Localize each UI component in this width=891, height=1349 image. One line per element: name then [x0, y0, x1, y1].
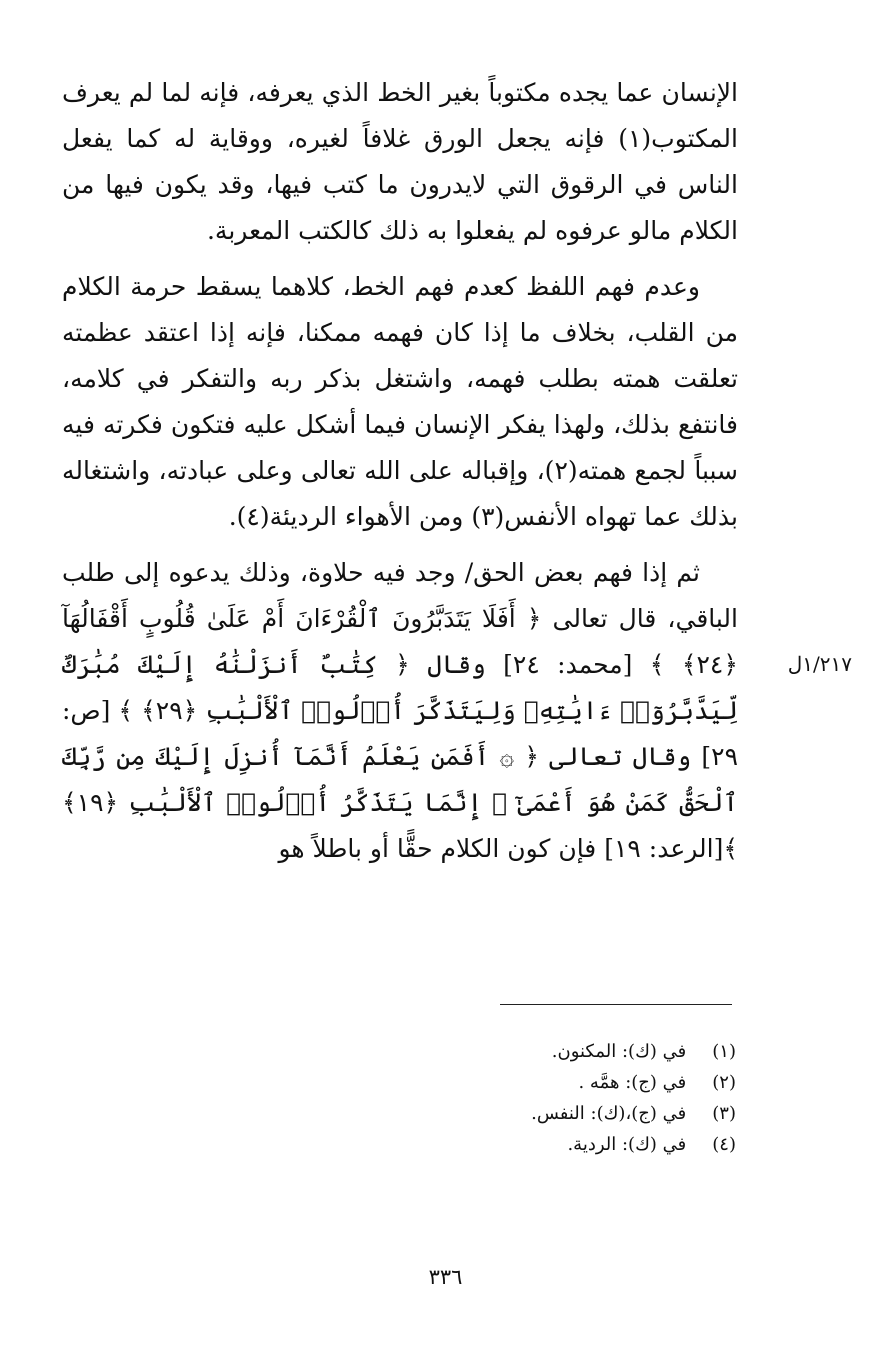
manuscript-folio-note: ١/٢١٧ل: [787, 652, 852, 676]
paragraph-3: ثم إذا فهم بعض الحق/ وجد فيه حلاوة، وذلك يدعوه إلى طلب الباقي، قال تعالى ﴿ أَفَلَا يَتَدَبَّرُونَ ٱلْقُرْءَانَ أَمْ عَلَىٰ قُلُوبٍ أَقْفَالُهَآ ﴿٢٤﴾ ﴾ [محمد: ٢٤] وقال ﴿ كِتَٰبٌ أَنزَلْنَٰهُ إِلَيْكَ مُبَٰرَكٌ لِّيَدَّبَّرُوٓا۟ ءَايَٰتِهِۦ وَلِيَتَذَكَّرَ أُو۟لُوا۟ ٱلْأَلْبَٰبِ ﴿٢٩﴾ ﴾ [ص: ٢٩] وقال تعالى ﴿ ۞ أَفَمَن يَعْلَمُ أَنَّمَآ أُنزِلَ إِلَيْكَ مِن رَّبِّكَ ٱلْحَقُّ كَمَنْ هُوَ أَعْمَىٰٓ ۚ إِنَّمَا يَتَذَكَّرُ أُو۟لُوا۟ ٱلْأَلْبَٰبِ ﴿١٩﴾ ﴾[الرعد: ١٩] فإن كون الكلام حقًّا أو باطلاً هو: [62, 558, 738, 863]
footnote-text: في (ك): المكنون.: [551, 1041, 687, 1062]
footnote-number: (٤): [712, 1134, 736, 1155]
footnote-text: في (ج)،(ك): النفس.: [531, 1103, 687, 1124]
footnotes-list: [400, 1036, 736, 1160]
footnote-divider: [500, 1004, 732, 1005]
footnote-number: (٢): [712, 1072, 736, 1093]
page-number: ٣٣٦: [428, 1265, 463, 1289]
footnote-text: في (ك): الردية.: [567, 1134, 687, 1155]
footnote-text: في (ج): همَّه .: [578, 1072, 687, 1093]
footnote-item: [400, 1067, 736, 1098]
paragraph-1: الإنسان عما يجده مكتوباً بغير الخط الذي يعرفه، فإنه لما لم يعرف المكتوب(١) فإنه يجعل الورق غلافاً لغيره، ووقاية له كما يفعل الناس في الرقوق التي لايدرون ما كتب فيها، وقد يكون فيها من الكلام مالو عرفوه لم يفعلوا به ذلك كالكتب المعربة.: [62, 78, 738, 245]
main-text: [62, 70, 738, 872]
footnote-item: [400, 1129, 736, 1160]
footnote-number: (٣): [712, 1103, 736, 1124]
footnote-item: [400, 1036, 736, 1067]
footnote-item: [400, 1098, 736, 1129]
footnote-number: (١): [712, 1041, 736, 1062]
paragraph-2: وعدم فهم اللفظ كعدم فهم الخط، كلاهما يسقط حرمة الكلام من القلب، بخلاف ما إذا كان فهمه ممكنا، فإنه إذا اعتقد عظمته تعلقت همته بطلب فهمه، واشتغل بذكر ربه والتفكر في كلامه، فانتفع بذلك، ولهذا يفكر الإنسان فيما أشكل عليه فتكون فكرته فيه سبباً لجمع همته(٢)، وإقباله على الله تعالى وعلى عبادته، واشتغاله بذلك عما تهواه الأنفس(٣) ومن الأهواء الرديئة(٤).: [62, 272, 738, 531]
